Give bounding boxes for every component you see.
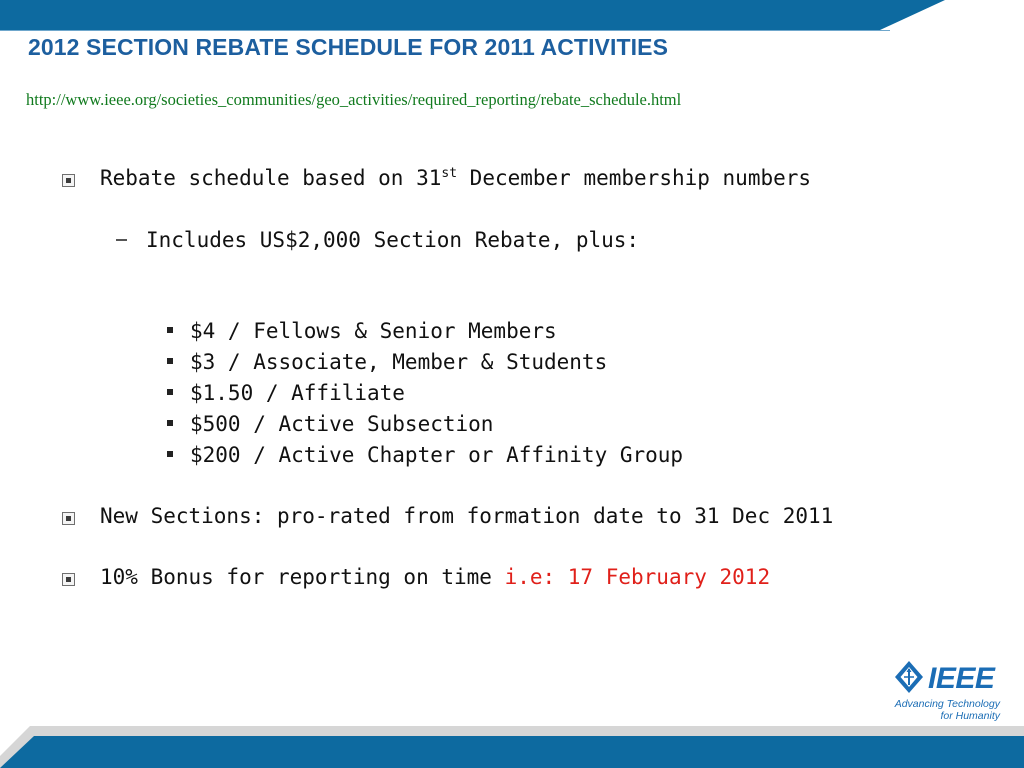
reference-url: http://www.ieee.org/societies_communities/geo_activities/required_reporting/rebate_schedule.html	[26, 90, 682, 109]
bullet-square-icon	[62, 174, 75, 187]
bullet-square-icon	[62, 573, 75, 586]
rate-item: $4 / Fellows & Senior Members	[190, 319, 557, 343]
logo-tagline-line2: for Humanity	[940, 710, 1000, 722]
bullet-rebate-text: Rebate schedule based on 31	[100, 166, 442, 190]
ordinal-suffix: st	[441, 166, 458, 181]
dash-bullet-icon	[116, 239, 127, 241]
logo-tagline-line1: Advancing Technology	[894, 698, 1000, 710]
rate-item: $200 / Active Chapter or Affinity Group	[190, 443, 684, 467]
bottom-banner	[0, 726, 1024, 768]
rate-item: $500 / Active Subsection	[190, 412, 494, 436]
bullet-rebate-tail: December membership numbers	[457, 166, 812, 190]
slide-title: 2012 SECTION REBATE SCHEDULE FOR 2011 ACTIVITIES	[28, 34, 669, 60]
ieee-wordmark: IEEE	[928, 662, 995, 695]
rate-item: $3 / Associate, Member & Students	[190, 350, 608, 374]
sub-bullet-section-rebate: Includes US$2,000 Section Rebate, plus:	[146, 228, 640, 252]
top-banner	[0, 0, 1024, 32]
bonus-text: 10% Bonus for reporting on time	[100, 565, 505, 589]
rate-item: $1.50 / Affiliate	[190, 381, 405, 405]
ieee-diamond-icon	[894, 660, 924, 694]
square-bullet-icon	[167, 420, 173, 426]
square-bullet-icon	[167, 358, 173, 364]
ieee-logo	[894, 658, 1006, 724]
deadline-highlight: i.e: 17 February 2012	[504, 565, 771, 589]
bullet-square-icon	[62, 512, 75, 525]
bullet-rebate-schedule	[100, 166, 811, 190]
bullet-new-sections: New Sections: pro-rated from formation date to 31 Dec 2011	[100, 504, 834, 528]
square-bullet-icon	[167, 327, 173, 333]
square-bullet-icon	[167, 389, 173, 395]
bullet-bonus	[100, 565, 770, 589]
square-bullet-icon	[167, 451, 173, 457]
